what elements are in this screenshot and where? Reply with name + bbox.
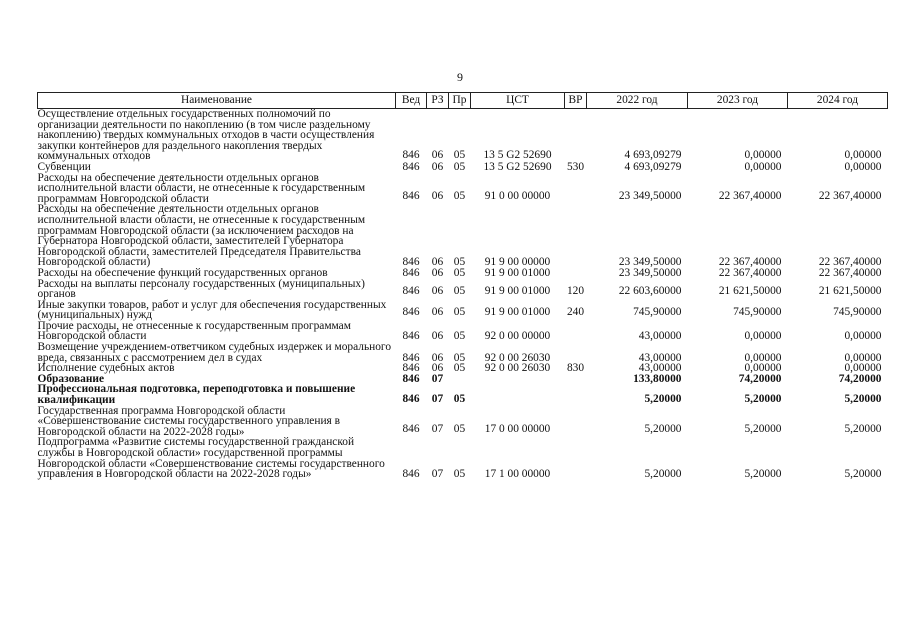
cell-2023: 0,00000 <box>744 149 782 162</box>
cell-cst <box>471 374 565 385</box>
cell-vr <box>565 173 587 205</box>
header-cst: ЦСТ <box>471 93 565 109</box>
table-row <box>38 279 888 300</box>
cell-rz: 06 <box>431 285 444 298</box>
cell-2024: 0,00000 <box>844 330 882 343</box>
cell-2024: 745,90000 <box>833 306 882 319</box>
cell-pr: 05 <box>453 351 466 364</box>
cell-ved: 846 <box>402 256 420 269</box>
cell-2024: 5,20000 <box>844 468 882 481</box>
cell-2024: 0,00000 <box>844 362 882 375</box>
header-2024: 2024 год <box>788 93 888 109</box>
cell-ved: 846 <box>402 330 420 343</box>
table-row <box>38 300 888 321</box>
cell-2022: 133,80000 <box>633 372 682 385</box>
cell-2023: 745,90000 <box>733 306 782 319</box>
cell-cst: 92 0 00 00000 <box>484 330 551 343</box>
cell-name: Расходы на обеспечение функций государственных органов <box>37 266 328 279</box>
table-row <box>38 437 888 479</box>
cell-pr: 05 <box>453 468 466 481</box>
table-row <box>38 268 888 279</box>
cell-2024: 74,20000 <box>838 372 882 385</box>
cell-2022: 23 349,50000 <box>618 266 682 279</box>
cell-2023: 0,00000 <box>744 330 782 343</box>
cell-pr <box>449 374 471 385</box>
cell-ved: 846 <box>402 372 420 385</box>
cell-2024: 21 621,50000 <box>818 285 882 298</box>
cell-vr <box>565 406 587 438</box>
cell-2022: 43,00000 <box>638 351 682 364</box>
cell-rz: 06 <box>431 266 444 279</box>
cell-2024: 5,20000 <box>844 422 882 435</box>
cell-name: Расходы на обеспечение деятельности отдельных органов исполнительной власти области, не отнесенные к государственным программам Новгородской области (за исключением расходов на Губернатора Новгородской области, заместителей Губернатора Новгородской области, заместителей Председателя Правительства Новгородской области) <box>37 203 366 269</box>
cell-pr: 05 <box>453 285 466 298</box>
cell-ved: 846 <box>402 266 420 279</box>
cell-rz: 06 <box>431 362 444 375</box>
cell-pr: 05 <box>453 189 466 202</box>
cell-2024: 22 367,40000 <box>818 189 882 202</box>
cell-cst: 91 9 00 01000 <box>484 285 551 298</box>
cell-name: Образование <box>37 372 105 385</box>
cell-name: Расходы на выплаты персоналу государственных (муниципальных) органов <box>37 277 365 301</box>
cell-vr <box>565 268 587 279</box>
cell-rz: 06 <box>431 330 444 343</box>
cell-2023: 0,00000 <box>744 351 782 364</box>
cell-2022: 23 349,50000 <box>618 189 682 202</box>
cell-pr: 05 <box>453 266 466 279</box>
cell-2023: 22 367,40000 <box>718 256 782 269</box>
header-name: Наименование <box>38 93 396 109</box>
cell-ved: 846 <box>402 189 420 202</box>
cell-rz: 06 <box>431 149 444 162</box>
cell-pr: 05 <box>453 306 466 319</box>
cell-cst: 17 1 00 00000 <box>484 468 551 481</box>
cell-name: Иные закупки товаров, работ и услуг для обеспечения государственных (муниципальных) нужд <box>37 298 387 322</box>
cell-rz: 06 <box>431 189 444 202</box>
cell-cst: 13 5 G2 52690 <box>483 160 552 173</box>
cell-rz: 06 <box>431 306 444 319</box>
cell-name: Исполнение судебных актов <box>37 362 175 375</box>
cell-name: Подпрограмма «Развитие системы государственной гражданской службы в Новгородской области» государственной программы Новгородской области «Совершенствование системы государственного управления в Новгородской области на 2022-2028 годы» <box>37 436 385 481</box>
cell-ved: 846 <box>402 362 420 375</box>
header-2023: 2023 год <box>688 93 788 109</box>
cell-2022: 5,20000 <box>644 422 682 435</box>
cell-rz: 06 <box>431 160 444 173</box>
cell-2022: 745,90000 <box>633 306 682 319</box>
cell-rz: 07 <box>431 393 444 406</box>
cell-2022: 43,00000 <box>638 330 682 343</box>
cell-2023: 22 367,40000 <box>718 189 782 202</box>
page-number: 9 <box>457 70 463 84</box>
cell-vr: 240 <box>566 306 585 319</box>
cell-ved: 846 <box>402 285 420 298</box>
cell-cst: 91 9 00 00000 <box>484 256 551 269</box>
cell-name: Субвенции <box>37 160 91 173</box>
cell-cst: 17 0 00 00000 <box>484 422 551 435</box>
cell-2022: 43,00000 <box>638 362 682 375</box>
cell-2023: 5,20000 <box>744 422 782 435</box>
header-rz: РЗ <box>427 93 449 109</box>
cell-name: Возмещение учреждением-ответчиком судебных издержек и морального вреда, связанных с рассмотрением дел в судах <box>37 341 392 364</box>
cell-ved: 846 <box>402 149 420 162</box>
cell-pr: 05 <box>453 256 466 269</box>
table-row <box>38 173 888 205</box>
cell-pr: 05 <box>453 160 466 173</box>
cell-name: Государственная программа Новгородской области «Совершенствование системы государственного управления в Новгородской области на 2022-2028 годы» <box>37 404 341 438</box>
table-row <box>38 162 888 173</box>
cell-cst: 92 0 00 26030 <box>484 362 551 375</box>
cell-ved: 846 <box>402 468 420 481</box>
cell-ved: 846 <box>402 160 420 173</box>
cell-2024: 0,00000 <box>844 149 882 162</box>
cell-cst: 91 0 00 00000 <box>484 189 551 202</box>
cell-ved: 846 <box>402 351 420 364</box>
cell-2023: 22 367,40000 <box>718 266 782 279</box>
cell-rz: 06 <box>431 351 444 364</box>
cell-vr: 530 <box>566 160 585 173</box>
cell-pr: 05 <box>453 422 466 435</box>
cell-2023: 74,20000 <box>738 372 782 385</box>
cell-name: Профессиональная подготовка, переподготовка и повышение квалификации <box>37 383 356 407</box>
cell-cst <box>471 384 565 405</box>
cell-name: Прочие расходы, не отнесенные к государственным программам Новгородской области <box>37 319 351 343</box>
table-row <box>38 109 888 162</box>
table-row <box>38 406 888 438</box>
cell-cst: 13 5 G2 52690 <box>483 149 552 162</box>
cell-2023: 5,20000 <box>744 468 782 481</box>
budget-table <box>37 92 888 480</box>
cell-pr: 05 <box>453 393 466 406</box>
table-row <box>38 342 888 363</box>
cell-vr <box>565 437 587 479</box>
cell-rz: 07 <box>431 422 444 435</box>
cell-vr <box>565 384 587 405</box>
header-vr: ВР <box>565 93 587 109</box>
cell-2024: 22 367,40000 <box>818 256 882 269</box>
cell-name: Осуществление отдельных государственных полномочий по организации деятельности по накоплению (в том числе раздельному накоплению) твердых коммунальных отходов в части осуществления закупки контейнеров для раздельного накопления твердых коммунальных отходов <box>37 108 375 163</box>
cell-2024: 5,20000 <box>844 393 882 406</box>
cell-pr: 05 <box>453 149 466 162</box>
cell-vr: 120 <box>566 285 585 298</box>
table-header <box>38 93 888 109</box>
cell-cst: 91 9 00 01000 <box>484 306 551 319</box>
cell-2022: 23 349,50000 <box>618 256 682 269</box>
cell-pr: 05 <box>453 330 466 343</box>
header-pr: Пр <box>449 93 471 109</box>
cell-2022: 22 603,60000 <box>618 285 682 298</box>
header-ved: Вед <box>396 93 427 109</box>
cell-name: Расходы на обеспечение деятельности отдельных органов исполнительной власти области, не отнесенные к государственным программам Новгородской области <box>37 171 366 205</box>
cell-2022: 5,20000 <box>644 393 682 406</box>
cell-2023: 21 621,50000 <box>718 285 782 298</box>
cell-2022: 4 693,09279 <box>624 160 682 173</box>
cell-vr <box>565 109 587 162</box>
table-row <box>38 204 888 268</box>
cell-2024: 22 367,40000 <box>818 266 882 279</box>
cell-rz: 06 <box>431 256 444 269</box>
cell-vr <box>565 342 587 363</box>
cell-rz: 07 <box>431 468 444 481</box>
header-2022: 2022 год <box>587 93 688 109</box>
cell-2022: 4 693,09279 <box>624 149 682 162</box>
table-row <box>38 384 888 405</box>
cell-pr: 05 <box>453 362 466 375</box>
cell-2023: 5,20000 <box>744 393 782 406</box>
cell-vr <box>565 204 587 268</box>
cell-2024: 0,00000 <box>844 160 882 173</box>
cell-2022: 5,20000 <box>644 468 682 481</box>
cell-2024: 0,00000 <box>844 351 882 364</box>
cell-cst: 91 9 00 01000 <box>484 266 551 279</box>
cell-ved: 846 <box>402 393 420 406</box>
cell-vr <box>565 374 587 385</box>
cell-2023: 0,00000 <box>744 160 782 173</box>
cell-vr <box>565 321 587 342</box>
table-body <box>38 109 888 480</box>
cell-2023: 0,00000 <box>744 362 782 375</box>
cell-ved: 846 <box>402 306 420 319</box>
cell-vr: 830 <box>566 362 585 375</box>
table-row <box>38 321 888 342</box>
cell-ved: 846 <box>402 422 420 435</box>
cell-rz: 07 <box>431 372 444 385</box>
cell-cst: 92 0 00 26030 <box>484 351 551 364</box>
